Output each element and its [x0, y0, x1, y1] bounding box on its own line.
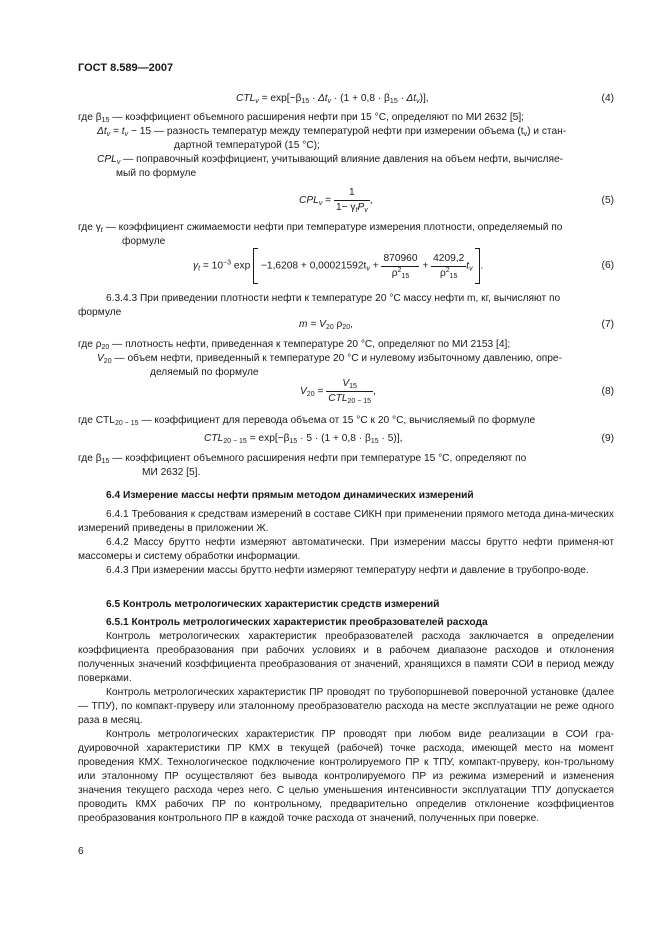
eq5-denominator — [334, 201, 370, 215]
def-symbol-sub: v — [116, 159, 121, 166]
eq6-lhs-sub: t — [198, 265, 201, 273]
eq6-part: −1,6208 + 0,00021592t — [260, 260, 367, 272]
def-lead-sub: 15 — [101, 117, 110, 124]
def-lead: где ρ — [78, 339, 102, 350]
eq9-part: · 5)], — [381, 433, 403, 444]
eq4-part: 15 — [389, 98, 398, 105]
def-lead: где γ — [78, 222, 101, 233]
def-lead: где β — [78, 453, 102, 464]
equation-4 — [236, 92, 429, 106]
def-symbol: Δt — [97, 126, 107, 137]
eq8-denominator — [326, 392, 373, 406]
def-symbol: V — [97, 353, 104, 364]
equation-7 — [299, 318, 353, 332]
eq7-tail: , — [350, 319, 353, 330]
definition-ctl2015 — [78, 414, 535, 428]
eq8-num-part: V — [342, 378, 350, 389]
eq6-den-part: 15 — [401, 272, 410, 280]
def-symbol: CPL — [97, 154, 117, 165]
eq6-exp-word: exp — [233, 260, 251, 272]
paragraph-642: 6.4.2 Массу брутто нефти измеряют автоматически. При измерении массы брутто нефти применя-ют массомеры и систему обработки информации. — [78, 537, 614, 562]
eq4-part: 15 — [301, 98, 310, 105]
def-lead: где CTL — [78, 415, 115, 426]
eq9-part: = exp[−β — [249, 433, 290, 444]
definition-rho20 — [78, 338, 510, 352]
def-lead: где β — [78, 112, 102, 123]
eq4-part: )], — [419, 93, 429, 104]
def-lead-sub: t — [100, 227, 103, 234]
paragraph-651a: Контроль метрологических характеристик преобразователей расхода заключается в определении коэффициента преобразования при рабочих условиях и в рабочем диапазоне расходов и отклонения полученных значений коэффициента преобразования от значений, хранящихся в памяти СОИ в период между поверками. — [78, 631, 614, 684]
eq6-bracket-left — [253, 248, 258, 284]
eq6-plus: + — [372, 260, 379, 272]
eq8-fraction — [326, 377, 373, 406]
definition-beta15-2-cont: МИ 2632 [5]. — [142, 467, 201, 478]
eq9-part: 15 — [370, 438, 379, 445]
eq4-part: · Δt — [312, 93, 328, 104]
equation-number-4: (4) — [601, 93, 614, 104]
eq5-fraction — [334, 186, 370, 215]
paragraph-6343-cont: формуле — [78, 307, 122, 318]
eq6-den-part: ρ — [391, 267, 398, 279]
eq5-numerator: 1 — [334, 186, 370, 201]
equation-number-6: (6) — [601, 260, 614, 271]
paragraph-651b: Контроль метрологических характеристик ПР проводят по трубопоршневой поверочной установке (далее — ТПУ), по компакт-пруверу или эталонному преобразователю расхода на месте эксплуатации не реже одного раза в месяц. — [78, 687, 614, 726]
eq7-part: = V — [310, 319, 326, 330]
definition-delta-t — [97, 125, 566, 139]
paragraph-6343: 6.3.4.3 При приведении плотности нефти к температуре 20 °С массу нефти m, кг, вычисляют по — [106, 293, 561, 304]
eq5-tail: , — [369, 195, 373, 207]
definition-delta-t-cont: дартной температурой (15 °С); — [174, 140, 320, 151]
def-lead-sub: 20 − 15 — [114, 420, 139, 427]
definition-cpl-cont: мый по формуле — [116, 168, 197, 179]
eq6-den-part: 2 — [397, 266, 402, 274]
paragraph-651c: Контроль метрологических характеристик ПР проводят при любом виде реализации в СОИ гра-дуировочной характеристики ПР КМХ в текущей (рабочей) точке расхода, имеющей место на момент проведения КМХ. Технологическое подключение контролируемого ПР к ТПУ, компакт-пруверу, кон-трольному или эталонному ПР осуществляют без вывода контролируемого ПР из режима измерений и изменения значения текущего расхода через него. С целью уменьшения интенсивности эксплуатации ТПУ допускается проводить КМХ рабочих ПР по контрольному, предварительно определив отклонение коэффициентов преобразования контрольного ПР в каждой точке расхода от значений, полученных при поверке. — [78, 729, 614, 824]
eq6-part: v — [366, 265, 370, 273]
def-part: ) и стан- — [527, 126, 567, 137]
page-number: 6 — [78, 846, 84, 857]
def-lead-sub: 20 — [101, 344, 110, 351]
eq5-equals: = — [325, 195, 332, 207]
eq6-plus: + — [422, 260, 429, 272]
paragraph-643: 6.4.3 При измерении массы брутто нефти измеряют температуру нефти и давление в трубопро-воде. — [106, 565, 589, 576]
eq8-equals: = — [317, 386, 324, 398]
eq6-denominator-1 — [381, 267, 419, 281]
eq5-lhs: CPL — [299, 195, 319, 207]
eq8-lhs: V — [300, 386, 307, 398]
eq7-part: ρ — [333, 319, 343, 330]
equation-5 — [299, 186, 373, 215]
definition-v20 — [97, 352, 562, 366]
eq6-lhs: γ — [193, 260, 199, 272]
eq7-part: 20 — [325, 324, 334, 331]
def-symbol-sub: v — [106, 131, 111, 138]
definition-gamma — [78, 221, 562, 235]
eq8-lhs-sub: 20 — [306, 391, 315, 399]
def-text: — поправочный коэффициент, учитывающий влияние давления на объем нефти, вычисляе- — [120, 154, 564, 165]
equation-number-8: (8) — [601, 386, 614, 397]
eq8-numerator — [326, 377, 373, 392]
def-symbol-sub: 20 — [103, 358, 112, 365]
eq4-part: v — [327, 98, 332, 105]
eq4-lhs-sub: v — [255, 98, 259, 105]
def-text: — коэффициент для перевода объема от 15 °С к 20 °С, вычисляемый по формуле — [138, 415, 536, 426]
equation-9 — [204, 432, 402, 446]
eq6-exponent: −3 — [223, 259, 231, 267]
eq5-den-part: P — [357, 202, 365, 213]
eq4-lhs: CTL — [236, 93, 256, 104]
eq8-den-part: CTL — [328, 393, 348, 404]
eq5-den-part: v — [364, 207, 368, 214]
eq8-den-part: 20 − 15 — [347, 398, 372, 405]
eq6-numerator-1: 870960 — [381, 252, 419, 267]
eq5-lhs-sub: v — [318, 200, 323, 208]
equation-8 — [300, 377, 376, 406]
eq9-lhs-sub: 20 − 15 — [223, 438, 247, 445]
eq6-fraction-2 — [431, 252, 466, 281]
def-part: = t — [110, 126, 125, 137]
eq4-part: v — [416, 98, 420, 105]
equation-number-7: (7) — [601, 319, 614, 330]
eq6-part: v — [469, 265, 473, 273]
eq6-part: t — [466, 260, 470, 272]
equation-6 — [193, 248, 483, 284]
eq6-fraction-1 — [381, 252, 419, 281]
eq7-part: 20 — [342, 324, 351, 331]
eq6-denominator-2 — [431, 267, 466, 281]
document-header: ГОСТ 8.589—2007 — [78, 62, 174, 74]
eq6-den-part: 15 — [449, 272, 458, 280]
eq7-lhs: m — [299, 319, 308, 330]
eq9-lhs: CTL — [204, 433, 224, 444]
def-part: v — [124, 131, 129, 138]
eq6-part: = 10 — [202, 260, 224, 272]
eq6-numerator-2: 4209,2 — [431, 252, 466, 267]
eq5-den-part: t — [355, 207, 358, 214]
definition-beta15-2 — [78, 452, 614, 466]
eq6-den-part: 2 — [445, 266, 450, 274]
def-part: − 15 — разность температур между температурой нефти при измерении объема (t — [128, 126, 524, 137]
def-text: — коэффициент сжимаемости нефти при температуре измерения плотности, определяемый по — [102, 222, 563, 233]
section-6-4-title: 6.4 Измерение массы нефти прямым методом динамических измерений — [106, 490, 474, 501]
eq4-part: · Δt — [400, 93, 417, 104]
definition-beta15 — [78, 111, 524, 125]
eq6-tail: . — [480, 260, 484, 272]
paragraph-641: 6.4.1 Требования к средствам измерений в составе СИКН при применении прямого метода дина-мических измерений приведены в приложении Ж. — [78, 509, 614, 534]
eq9-part: 15 — [289, 438, 298, 445]
eq8-tail: , — [373, 386, 376, 398]
section-6-5-1-title: 6.5.1 Контроль метрологических характеристик преобразователей расхода — [106, 617, 488, 628]
def-lead-sub: 15 — [101, 458, 110, 465]
eq4-part: · (1 + 0,8 · β — [333, 93, 390, 104]
eq6-den-part: ρ — [439, 267, 446, 279]
eq5-den-part: 1− γ — [335, 202, 356, 213]
def-part: v — [523, 131, 528, 138]
def-text: — плотность нефти, приведенная к температуре 20 °С, определяют по МИ 2153 [4]; — [109, 339, 511, 350]
definition-gamma-cont: формуле — [122, 236, 166, 247]
def-text: — коэффициент объемного расширения нефти при 15 °С, определяют по МИ 2632 [5]; — [109, 112, 525, 123]
eq8-num-part: 15 — [349, 383, 357, 390]
def-text: — коэффициент объемного расширения нефти при температуре 15 °С, определяют по — [109, 453, 527, 464]
def-text: — объем нефти, приведенный к температуре 20 °С и нулевому избыточному давлению, опре- — [111, 353, 562, 364]
eq9-part: · 5 · (1 + 0,8 · β — [300, 433, 371, 444]
definition-cpl — [97, 153, 563, 167]
eq4-part: = exp[−β — [261, 93, 302, 104]
section-6-5-title: 6.5 Контроль метрологических характеристик средств измерений — [106, 599, 440, 610]
equation-number-5: (5) — [601, 195, 614, 206]
definition-v20-cont: деляемый по формуле — [150, 367, 259, 378]
equation-number-9: (9) — [601, 433, 614, 444]
